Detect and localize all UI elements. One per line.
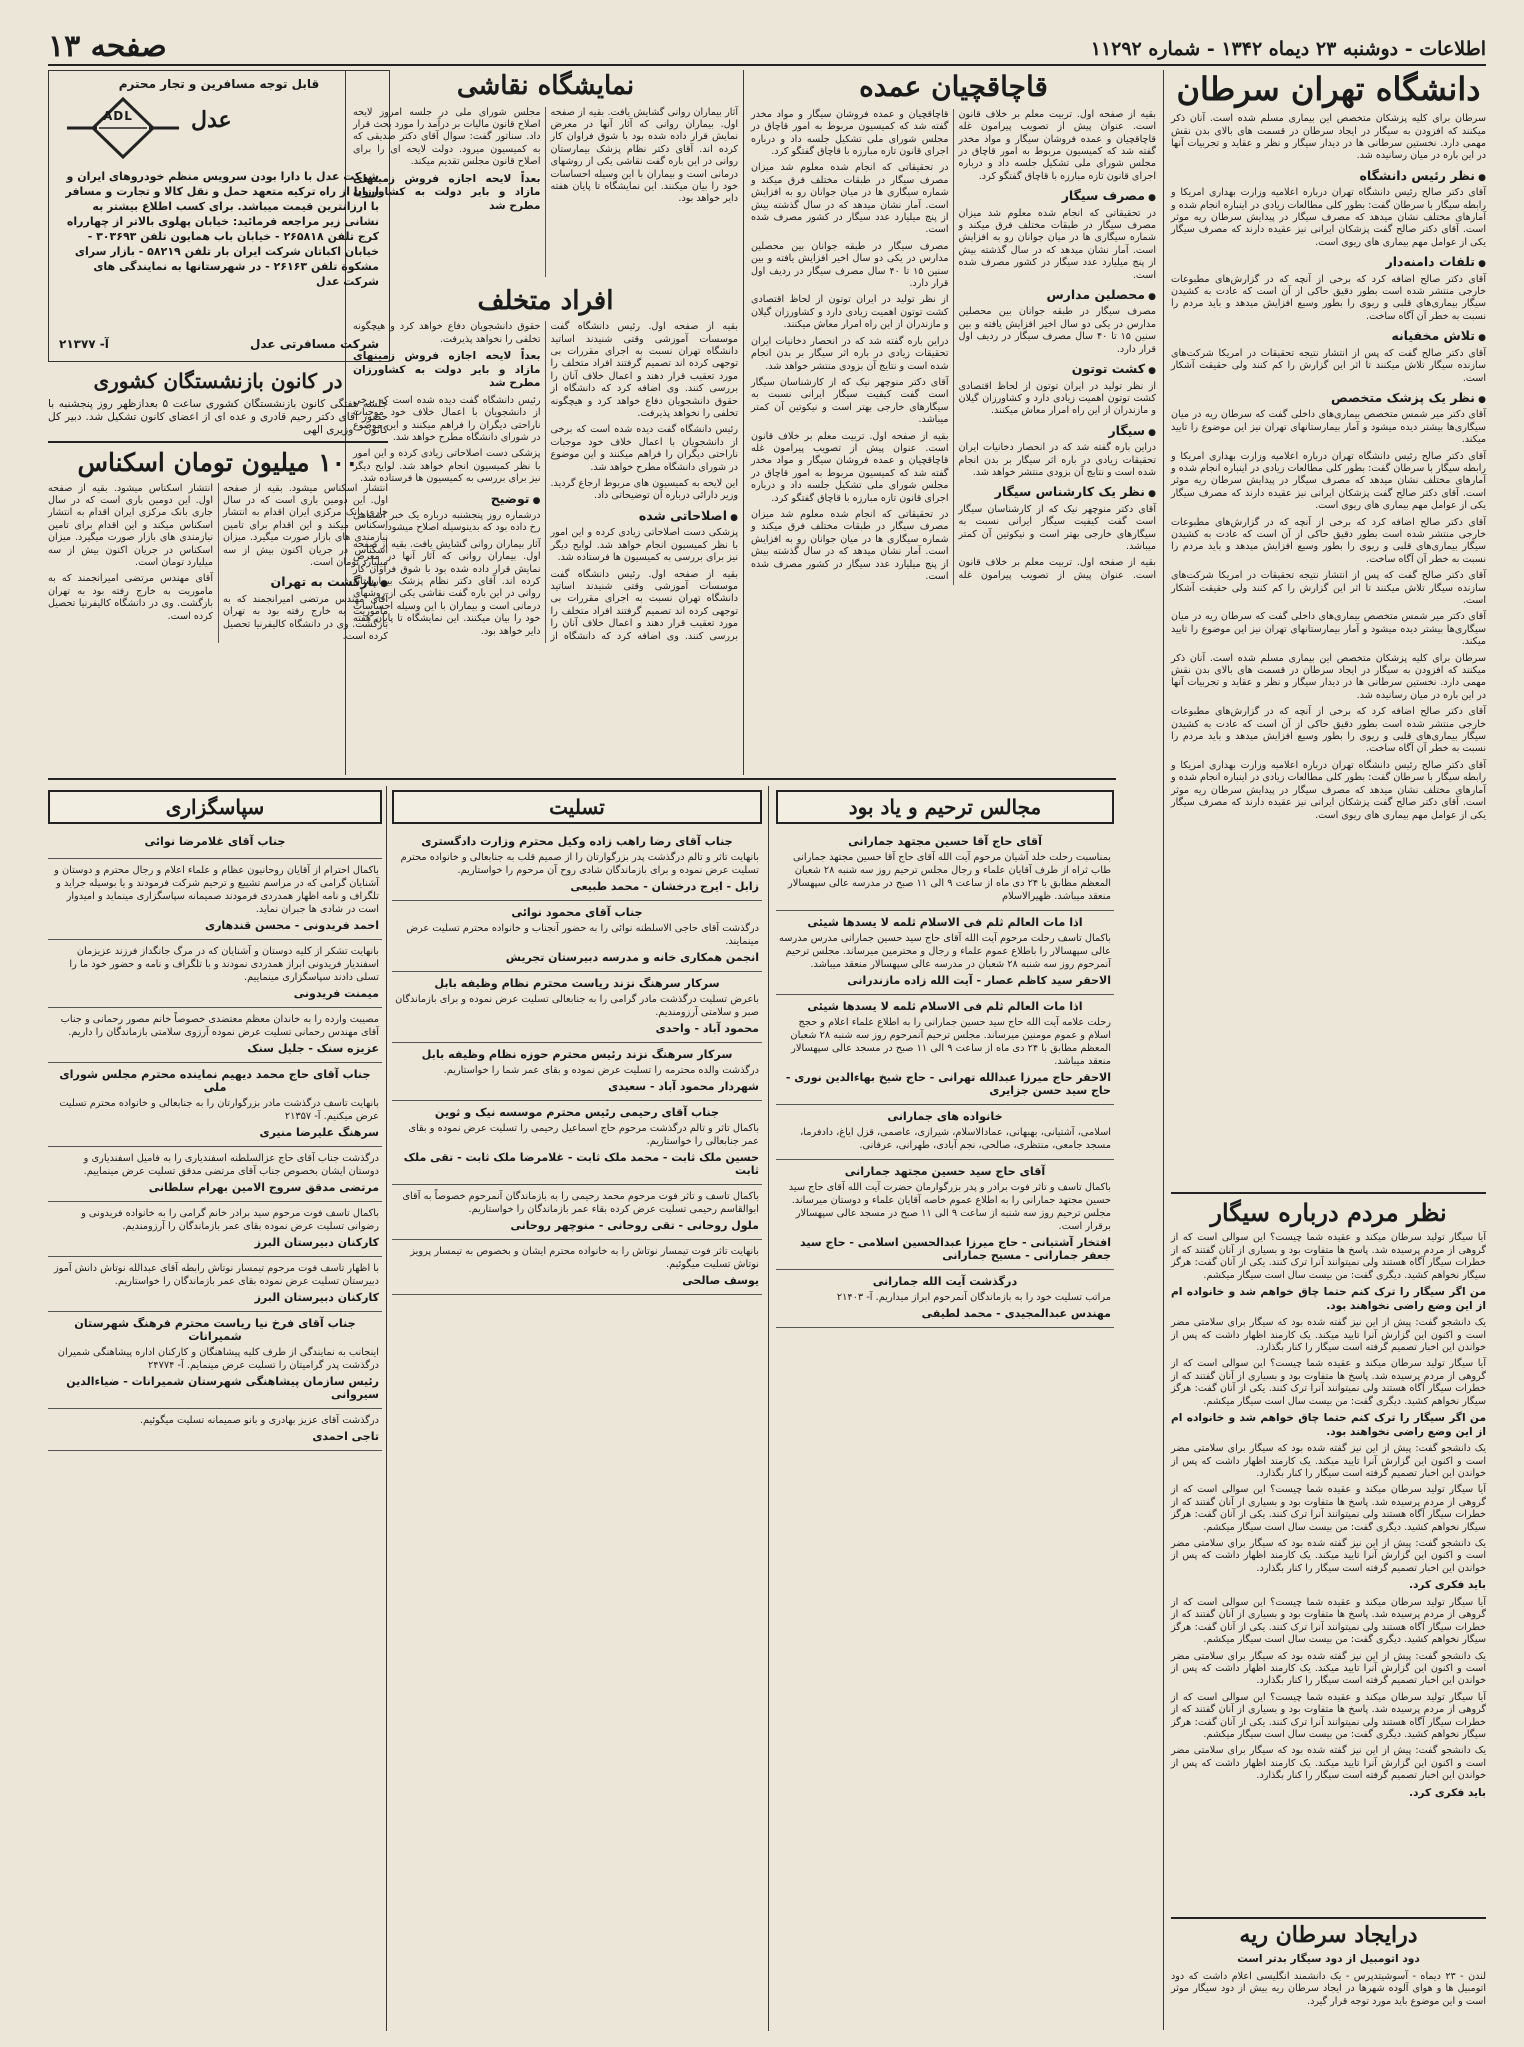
headline-university: دانشگاه تهران سرطان [1176,70,1481,108]
column-rule [1163,70,1164,2030]
notice-body: بانهایت تاثر فوت تیمسار نوتاش را به خانواده محترم ایشان و بخصوص به تیمسار پرویز نوتاش تسلیت میگوئیم. [410,1246,759,1270]
column-lung-cancer [1171,1915,1486,2033]
notice-signature: حسین ملک ثابت - محمد ملک ثابت - غلامرضا ملک ثابت - تقی ملک ثابت [403,1151,759,1177]
article-text: انتشار اسکناس میشود. بقیه از صفحه اول. این دومین باری است که در سال جاری بانک مرکزی ایران اقدام به انتشار اسکناس میکند و این اقدام برای تامین نیازمندی های بازار صورت میگیرد. میزان اسکناس در جریان اکنون بیش از سه میلیارد تومان است. [223,482,388,568]
subhead: ● توضیح [353,493,541,507]
notice-signature: کارکنان دبیرستان البرز [254,1236,379,1249]
article-text: مصرف سیگار در طبقه جوانان بین محصلین مدارس در یکی دو سال اخیر افزایش یافته و بین سنین ۱۵ تا ۴۰ سال مصرف سیگار در ردیف اول قرار دارد. [751,240,949,290]
article-text: بقیه از صفحه اول. تربیت معلم بر خلاف قانون است. عنوان پیش از تصویب پیرامون غله قاچاقچیان و عمده فروشان سیگار و مواد مخدر گفته شد که کمیسیون مربوط به امور قاچاق در مجلس شورای ملی تشکیل جلسه داد و درباره اجرای قانون تازه مبارزه با قاچاق گفتگو کرد. [958,108,1156,182]
memorials-list [776,830,1114,1328]
notice-heading: جناب آقای رضا راهب زاده وکیل محترم وزارت دادگستری [421,835,733,848]
notice-signature: زابل - ایرج درخشان - محمد طبیعی [570,880,759,893]
article-text: آقای دکتر صالح گفت که پس از انتشار نتیجه تحقیقات در امریکا شرکت‌های سازنده سیگار تلاش میکنند تا اثر این گزارش را کم کنند ولی حقیقت آشکار است. [1171,570,1486,606]
subhead: ● کشت توتون [959,363,1157,377]
article-text: بقیه از صفحه اول. تربیت معلم بر خلاف قانون است. عنوان پیش از تصویب پیرامون غله قاچاقچیان و عمده فروشان سیگار و مواد مخدر گفته شد که کمیسیون مربوط به امور قاچاق در مجلس شورای ملی تشکیل جلسه داد و درباره اجرای قانون تازه مبارزه با قاچاق گفتگو کرد. [751,430,949,504]
notice-heading: آقای حاج سید حسین مجتهد جمارانی [844,1165,1046,1178]
subhead: ● تلاش مخفیانه [1171,330,1486,344]
headline-offenders: افراد متخلف [477,285,614,316]
notice-signature: میمنت فریدونی [293,987,379,1000]
article-text: آثار بیماران روانی گشایش یافت. بقیه از صفحه اول. بیماران روانی که آثار آنها در معرض نمایش قرار داده شده بود با شوق فراوان کار کرده اند. آقای دکتر نظام پزشک بیمارستان روانی در این باره گفت نقاشی یکی از روشهای درمانی است و بیماران با این وسیله احساسات خود را بیان میکنند. این نمایشگاه تا پایان هفته دایر خواهد بود. [353,538,541,637]
notice-heading: خانواده های جمارانی [887,1110,1003,1123]
notice-heading: سرکار سرهنگ نزند رئیس محترم حوزه نظام وظیفه بابل [421,1048,733,1061]
article-text: بقیه از صفحه اول. رئیس دانشگاه گفت موسسات آموزشی وقتی شنیدند اساتید دانشگاه تهران نسبت به اجرای مقررات بی توجهی کرده اند تصمیم گرفتند افراد متخلف را مورد تعقیب قرار دهند و اعمال خلاف آنان را بررسی کنند. وی اضافه کرد که دانشگاه از حقوق دانشجویان دفاع خواهد کرد و هیچگونه تخلفی را نخواهد پذیرفت. [550,321,738,420]
column-pension [48,368,388,773]
article-text: آقای دکتر میر شمس متخصص بیماری‌های داخلی گفت که سرطان ریه در میان سیگاری‌ها بیشتر دیده میشود و آمار بیمارستانهای تهران نیز این موضوع را تایید میکند. [1171,611,1486,648]
ad-code: آ- ۲۱۳۷۷ [59,337,109,351]
condolences-list [392,830,762,1295]
article-text: آثار بیماران روانی گشایش یافت. بقیه از صفحه اول. بیماران روانی که آثار آنها در معرض نمایش قرار داده شده بود با شوق فراوان کار کرده اند. آقای دکتر نظام پزشک بیمارستان روانی در این باره گفت نقاشی یکی از روشهای درمانی است و بیماران با این وسیله احساسات خود را بیان میکنند. این نمایشگاه تا پایان هفته دایر خواهد بود. [550,106,738,205]
notice-heading: جناب آقای فرخ نیا ریاست محترم فرهنگ شهرستان شمیرانات [74,1317,356,1343]
article-text: یک دانشجو گفت: پیش از این نیز گفته شده بود که سیگار برای سلامتی مضر است و اکنون این گزارش آنرا تایید میکند. یک کارمند اظهار داشت که پس از خواندن این اخبار تصمیم گرفته است سیگار را کنار بگذارد. [1171,1443,1486,1480]
notice-item [392,972,762,1043]
notice-item [776,995,1114,1105]
subhead: ● تلفات دامنه‌دار [1171,256,1486,270]
notice-body: بانهایت تشکر از کلیه دوستان و آشنایان که در مرگ جانگداز فرزند عزیزمان اسفندیار فریدونی ابراز همدردی نمودند و با تلگراف و نامه و حضور خود ما را تسلی دادند سپاسگزاری مینماییم. [69,946,379,983]
headline-exhibition: نمایشگاه نقاشی [456,71,635,101]
article-text: یک دانشجو گفت: پیش از این نیز گفته شده بود که سیگار برای سلامتی مضر است و اکنون این گزارش آنرا تایید میکند. یک کارمند اظهار داشت که پس از خواندن این اخبار تصمیم گرفته است سیگار را کنار بگذارد. [1171,1650,1486,1687]
notice-body: درگذشت جناب آقای حاج عزالسلطنه اسفندیاری را به فامیل اسفندیاری و دوستان ایشان بخصوص جناب آقای مرتضی مدقق تسلیت عرض مینماییم. [83,1153,379,1177]
article-text: آیا سیگار تولید سرطان میکند و عقیده شما چیست؟ این سوالی است که از گروهی از مردم پرسیده شد. پاسخ ها متفاوت بود و بسیاری از آنان گفتند که از خطرات سیگار آگاه هستند ولی نمیتوانند آنرا ترک کنند. یکی از آنان گفت: هرگز سیگار نخواهم کشید. دیگری گفت: من بیست سال است سیگار میکشم. [1171,1484,1486,1533]
article-bold: باید فکری کرد. [1408,1579,1486,1592]
headline-banknotes: ۱۰۰ میلیون تومان اسکناس [48,441,388,477]
article-bold: باید فکری کرد. [1408,1786,1486,1799]
column-exhibition [353,70,738,770]
subhead: ● نظر رئیس دانشگاه [1171,170,1486,184]
notice-item [48,830,382,859]
section-title-memorials: مجالس ترحیم و یاد بود [776,790,1114,824]
article-text: سرطان برای کلیه پزشکان متخصص این بیماری مسلم شده است. آنان ذکر میکنند که افزودن به سیگار در ایجاد سرطان در قسمت های بالای بدن نقش مهمی دارد. نخستین سرطانی ها در دیدار سیگار و نظر و عقاید و تجربیات آنها در این باره در میان رسانیده شد. [1171,113,1486,162]
notice-body: بمناسبت رحلت خلد آشیان مرحوم آیت الله آقای حاج آقا حسین مجتهد جمارانی طاب ثراه از طرف آقایان علماء و رجال مجلس ترحیم روز سه شنبه ۲۸ شعبان المعظم مطابق با ۲۴ دی ماه از ساعت ۹ الی ۱۱ صبح در مدرسه عالی سپهسالار منعقد میباشد. ظهیرالاسلام [788,852,1111,902]
notice-signature: عزیزه سنک - جلیل سنک [247,1042,379,1055]
notice-signature: ملول روحانی - تقی روحانی - منوچهر روحانی [510,1219,759,1232]
article-text: آیا سیگار تولید سرطان میکند و عقیده شما چیست؟ این سوالی است که از گروهی از مردم پرسیده شد. پاسخ ها متفاوت بود و بسیاری از آنان گفتند که از خطرات سیگار آگاه هستند ولی نمیتوانند آنرا ترک کنند. یکی از آنان گفت: هرگز سیگار نخواهم کشید. دیگری گفت: من بیست سال است سیگار میکشم. [1171,1358,1486,1407]
notice-body: باکمال تاسف و تاثر فوت مرحوم محمد رحیمی را به بازماندگان آنمرحوم خصوصاً به آقای ابوالقاسم رحیمی تسلیت عرض کرده بقاء عمر بازماندگان را خواستاریم. [402,1191,759,1215]
notice-heading: اذا مات العالم ثلم فی الاسلام ثلمه لا یسدها شیئی [807,1000,1083,1013]
article-text: سرطان برای کلیه پزشکان متخصص این بیماری مسلم شده است. آنان ذکر میکنند که افزودن به سیگار در ایجاد سرطان در قسمت های بالای بدن نقش مهمی دارد. نخستین سرطانی ها در دیدار سیگار و نظر و عقاید و تجربیات آنها در این باره در میان رسانیده شد. [1171,652,1486,701]
article-text: درشماره روز پنجشنبه درباره یک خبر اشتباهی رخ داده بود که بدینوسیله اصلاح میشود. [353,510,541,534]
notice-body: مصیبت وارده را به خاندان معظم معتضدی خصوصاً خانم مصور رحمانی و جناب آقای مهندس رحمانی تسلیت عرض نموده آرزوی سلامتی بازماندگان را داریم. [60,1014,379,1038]
notice-signature: یوسف صالحی [682,1274,759,1287]
notice-signature: افتخار آشتیانی - حاج میرزا عبدالحسین اسلامی - حاج سید جعفر جمارانی - مسیح جمارانی [800,1236,1111,1262]
headline-pension: در کانون بازنشستگان کشوری [93,369,343,393]
subhead: ● اصلاحاتی شده [551,510,739,524]
article-text: رئیس دانشگاه گفت دیده شده است که برخی از دانشجویان با اعمال خلاف خود موجبات ناراحتی دیگران را فراهم میکنند و این موضوع در شورای دانشگاه مطرح خواهد شد. [550,424,738,473]
article-text: لندن - ۲۳ دیماه - آسوشیتدپرس - یک دانشمند انگلیسی اعلام داشت که دود اتومبیل ها و هوای آلوده شهرها در ایجاد سرطان ریه بیش از دود سیگار موثر است و این موضوع باید مورد توجه قرار گیرد. [1171,1970,1486,2007]
notice-item [48,1008,382,1063]
ad-signature [59,337,379,351]
notice-body: باکمال تاسف فوت مرحوم سید برادر خانم گرامی را به خانواده فریدونی و رضوانی تسلیت عرض نموده بقای عمر بازماندگان را آرزومندیم. [81,1208,379,1232]
notice-item [48,1147,382,1202]
column-memorials [776,786,1114,2031]
article-text: مجلس شورای ملی در جلسه امروز لایحه اصلاح قانون مالیات بر درآمد را مورد بحث قرار داد. سناتور گفت: سوال آقای دکتر صدیقی که به کمیسیون میرود. دولت لایحه ای را برای اصلاح قانون مجلس تقدیم میکند. [353,106,541,168]
article-bold: من اگر سیگار را ترک کنم حتما چاق خواهم شد و خانواده ام از این وضع راضی نخواهند بود. [1171,1412,1486,1438]
article-text: آیا سیگار تولید سرطان میکند و عقیده شما چیست؟ این سوالی است که از گروهی از مردم پرسیده شد. پاسخ ها متفاوت بود و بسیاری از آنان گفتند که از خطرات سیگار آگاه هستند ولی نمیتوانند آنرا ترک کنند. یکی از آنان گفت: هرگز سیگار نخواهم کشید. دیگری گفت: من بیست سال است سیگار میکشم. [1171,1232,1486,1281]
adl-advertisement [48,70,390,362]
article-text: رئیس دانشگاه گفت دیده شده است که برخی از دانشجویان با اعمال خلاف خود موجبات ناراحتی دیگران را فراهم میکنند و این موضوع در شورای دانشگاه مطرح خواهد شد. [353,394,541,443]
notice-item [392,1240,762,1295]
notice-body: باعرض تسلیت درگذشت مادر گرامی را به جنابعالی تسلیت عرض نموده و برای بازماندگان صبر و سلامتی آرزومندیم. [395,994,759,1018]
article-text: آیا سیگار تولید سرطان میکند و عقیده شما چیست؟ این سوالی است که از گروهی از مردم پرسیده شد. پاسخ ها متفاوت بود و بسیاری از آنان گفتند که از خطرات سیگار آگاه هستند ولی نمیتوانند آنرا ترک کنند. یکی از آنان گفت: هرگز سیگار نخواهم کشید. دیگری گفت: من بیست سال است سیگار میکشم. [1171,1691,1486,1740]
article-text: در تحقیقاتی که انجام شده معلوم شد میزان مصرف سیگار در طبقات مختلف فرق میکند و شماره سیگاری ها در میان جوانان رو به افزایش است. آمار نشان میدهد که در سال گذشته بیش از پنج میلیارد عدد سیگار در کشور مصرف شده است. [958,207,1156,281]
notice-item [392,830,762,901]
subheadline: دود اتومبیل از دود سیگار بدتر است [1237,1953,1420,1966]
article-text: دراین باره گفته شد که در انحصار دخانیات ایران تحقیقات زیادی در باره اثر سیگار بر بدن انجام شده است و نتایج آن بزودی منتشر خواهد شد. [958,442,1156,478]
article-text: آقای مهندس مرتضی امیرانجمند که به ماموریت به خارج رفته بود به تهران بازگشت. وی در دانشگاه کالیفرنیا تحصیل کرده است. [48,573,213,622]
article-text: دراین باره گفته شد که در انحصار دخانیات ایران تحقیقات زیادی در باره اثر سیگار بر بدن انجام شده است و نتایج آن بزودی منتشر خواهد شد. [751,335,949,372]
article-text: از نظر تولید در ایران توتون از لحاظ اقتصادی کشت توتون اهمیت زیادی دارد و کشاورزان گیلان و مازندران از این راه امرار معاش میکنند. [751,294,949,331]
article-text: از نظر تولید در ایران توتون از لحاظ اقتصادی کشت توتون اهمیت زیادی دارد و کشاورزان گیلان و مازندران از این راه امرار معاش میکنند. [958,380,1156,417]
notice-body: باکمال تاثر و تالم درگذشت مرحوم حاج اسماعیل رحیمی را تسلیت عرض نموده و بقای عمر جنابعالی را خواستاریم. [408,1123,759,1147]
article-text: آقای دکتر صالح رئیس دانشگاه تهران درباره اعلامیه وزارت بهداری امریکا و رابطه سیگار با سرطان گفت: بطور کلی مطالعات زیادی در اینباره انجام شده و آمارهای مختلف نشان میدهد که مصرف سیگار در پیدایش سرطان ریه موثر است. آقای دکتر صالح گفت پزشکان ایرانی نیز عقیده دارند که مصرف سیگار یکی از عوامل مهم بیماری های ریوی است. [1171,759,1486,821]
logo-caption: عدل [191,107,232,133]
article-text: آقای دکتر صالح گفت که پس از انتشار نتیجه تحقیقات در امریکا شرکت‌های سازنده سیگار تلاش میکنند تا اثر این گزارش را کم کنند ولی حقیقت آشکار است. [1171,347,1486,384]
article-text: انتشار اسکناس میشود. بقیه از صفحه اول. این دومین باری است که در سال جاری بانک مرکزی ایران اقدام به انتشار اسکناس میکند و این اقدام برای تامین نیازمندی های بازار صورت میگیرد. میزان اسکناس در جریان اکنون بیش از سه میلیارد تومان است. [48,482,213,568]
notice-signature: الاحقر حاج میرزا عبدالله تهرانی - حاج شیخ بهاءالدین نوری - حاج سید حسن جزایری [785,1071,1111,1097]
notice-signature: احمد فریدونی - محسن قندهاری [205,919,379,932]
article-text: بقیه از صفحه اول. رئیس دانشگاه گفت موسسات آموزشی وقتی شنیدند اساتید دانشگاه تهران نسبت به اجرای مقررات بی توجهی کرده اند تصمیم گرفتند افراد متخلف را مورد تعقیب قرار دهند و اعمال خلاف آنان را بررسی کنند. وی اضافه کرد که دانشگاه از حقوق دانشجویان دفاع خواهد کرد و هیچگونه تخلفی را نخواهد پذیرفت. [353,321,738,642]
notice-item [48,859,382,940]
column-university [1171,70,1486,821]
notice-heading: جناب آقای رحیمی رئیس محترم موسسه نیک و ثوین [434,1106,720,1119]
column-rule [743,70,744,775]
notice-heading: جناب آقای حاج محمد دیهیم نماینده محترم مجلس شورای ملی [59,1068,371,1094]
subhead: ● مصرف سیگار [959,190,1157,204]
notice-item [48,1063,382,1147]
notice-item [776,830,1114,911]
notice-item [48,1312,382,1409]
subhead: ● سیگار [959,425,1157,439]
issue-line: اطلاعات - دوشنبه ۲۳ دیماه ۱۳۴۲ - شماره ۱۱۲۹۲ [1090,38,1486,60]
notice-heading: آقای حاج آقا حسین مجتهد جمارانی [848,835,1042,848]
article-text: آقای دکتر منوچهر نیک که از کارشناسان سیگار است گفت کیفیت سیگار ایرانی نسبت به سیگارهای خارجی بهتر است و نیکوتین آن کمتر میباشد. [751,376,949,426]
notice-heading: جناب آقای محمود نوائی [511,906,643,919]
headline-smugglers: قاچاقچیان عمده [859,70,1048,103]
notice-body: با اظهار تاسف فوت مرحوم تیمسار نوتاش رابطه آقای عبدالله نوتاش دانش آموز دبیرستان تسلیت عرض نموده بقای عمر بازماندگان را خواستاریم. [53,1263,379,1287]
article-text: آقای دکتر صالح رئیس دانشگاه تهران درباره اعلامیه وزارت بهداری امریکا و رابطه سیگار با سرطان گفت: بطور کلی مطالعات زیادی در اینباره انجام شده و آمارهای مختلف نشان میدهد که مصرف سیگار در پیدایش سرطان ریه موثر است. آقای دکتر صالح گفت پزشکان ایرانی نیز عقیده دارند که مصرف سیگار یکی از عوامل مهم بیماری های ریوی است. [1171,187,1486,248]
ad-company: شرکت مسافرتی عدل [250,337,379,351]
notice-signature: رئیس سازمان پیشاهنگی شهرستان شمیرانات - ضیاءالدین سیروانی [66,1375,379,1401]
adl-logo-icon [63,97,183,159]
notice-body: درگذشت والده محترمه را تسلیت عرض نموده و بقای عمر شما را خواستاریم. [443,1065,759,1076]
subhead: ● نظر یک کارشناس سیگار [959,486,1157,500]
notice-signature: شهردار محمود آباد - سعیدی [608,1080,759,1093]
article-text: بقیه از صفحه اول. تربیت معلم بر خلاف قانون است. عنوان پیش از تصویب پیرامون غله قاچاقچیان و عمده فروشان سیگار و مواد مخدر گفته شد که کمیسیون مربوط به امور قاچاق در مجلس شورای ملی تشکیل جلسه داد و درباره اجرای قانون تازه مبارزه با قاچاق گفتگو کرد. [751,108,1156,581]
ad-body: شرکت عدل با دارا بودن سرویس منظم خودروهای ایران و اروپا از راه ترکیه متعهد حمل و نقل کالا و تجارت و مسافر با ارزانترین قیمت میباشد. برای کسب اطلاع بیشتر به نشانی زیر مراجعه فرمائید: خیابان پهلوی بالاتر از چهارراه کرج تلفن ۲۶۵۸۱۸ - خیابان باب همایون تلفن ۳۰۳۶۹۳ - خیابان اکباتان شرکت ایران بار تلفن ۵۸۲۱۹ - بازار سرای مشکوة تلفن ۲۶۱۶۳ - در شهرستانها به نمایندگی های شرکت عدل [65,170,379,288]
ad-tagline: قابل توجه مسافرین و تجار محترم [118,77,320,91]
article-text: پزشکی دست اصلاحاتی زیادی کرده و این امور با نظر کمیسیون انجام خواهد شد. لوایح دیگر نیز برای بررسی به کمیسیون ها فرستاده شد. [353,448,541,485]
notice-body: بانهایت تاسف درگذشت مادر بزرگوارتان را به جنابعالی و خانواده محترم تسلیت عرض میکنیم. آ- ۲۱۳۵۷ [59,1098,379,1122]
masthead [48,28,1486,66]
article-text: در تحقیقاتی که انجام شده معلوم شد میزان مصرف سیگار در طبقات مختلف فرق میکند و شماره سیگاری ها در میان جوانان رو به افزایش است. آمار نشان میدهد که در سال گذشته بیش از پنج میلیارد عدد سیگار در کشور مصرف شده است. [751,508,949,583]
article-text: مصرف سیگار در طبقه جوانان بین محصلین مدارس در یکی دو سال اخیر افزایش یافته و بین سنین ۱۵ تا ۴۰ سال مصرف سیگار در ردیف اول قرار دارد. [958,306,1156,355]
notice-signature: سرهنگ علیرضا منیری [259,1126,379,1139]
notice-item [48,1202,382,1257]
notice-signature: الاحقر سید کاظم عصار - آیت الله زاده مازندرانی [847,974,1111,987]
notice-heading: درگذشت آیت الله جمارانی [872,1275,1018,1288]
article-text: در تحقیقاتی که انجام شده معلوم شد میزان مصرف سیگار در طبقات مختلف فرق میکند و شماره سیگاری ها در میان جوانان رو به افزایش است. آمار نشان میدهد که در سال گذشته بیش از پنج میلیارد عدد سیگار در کشور مصرف شده است. [751,162,949,236]
article-text: پزشکی دست اصلاحاتی زیادی کرده و این امور با نظر کمیسیون انجام خواهد شد. لوایح دیگر نیز برای بررسی به کمیسیون ها فرستاده شد. [550,527,738,564]
notice-item [776,1270,1114,1328]
article-text: آقای مهندس مرتضی امیرانجمند که به ماموریت به خارج رفته بود به تهران بازگشت. وی در دانشگاه کالیفرنیا تحصیل کرده است. [223,593,388,642]
notice-body: اینجانب به نمایندگی از طرف کلیه پیشاهنگان و کارکنان اداره پیشاهنگی شمیران درگذشت پدر گرامیتان را تسلیت عرض مینمایم. آ- ۲۴۷۷۴ [57,1347,379,1371]
notice-body: بانهایت تاثر و تالم درگذشت پدر بزرگوارتان را از صمیم قلب به جنابعالی و خانواده محترم تسلیت عرض نموده و برای بازماندگان شادی روح آن مرحوم را خواستاریم. [400,852,759,876]
notice-body: مراتب تسلیت خود را به بازماندگان آنمرحوم ابراز میداریم. آ- ۲۱۴۰۳ [836,1292,1111,1303]
notice-body: اسلامی، آشتیانی، بهبهانی، عمادالاسلام، شیرازی، عاصمی، قزل ایاغ، دادفرما، مسجد جامعی، منتظری، صالحی، نجم آبادی، طهرانی، عرفانی. [800,1127,1111,1151]
notice-signature: تاجی احمدی [312,1430,379,1443]
notice-signature: محمود آباد - واحدی [655,1022,759,1035]
notice-item [776,911,1114,995]
article-text: یک دانشجو گفت: پیش از این نیز گفته شده بود که سیگار برای سلامتی مضر است و اکنون این گزارش آنرا تایید میکند. یک کارمند اظهار داشت که پس از خواندن این اخبار تصمیم گرفته است سیگار را کنار بگذارد. [1171,1745,1486,1782]
article-text: آقای دکتر منوچهر نیک که از کارشناسان سیگار است گفت کیفیت سیگار ایرانی نسبت به سیگارهای خارجی بهتر است و نیکوتین آن کمتر میباشد. [958,503,1156,552]
article-text: آقای دکتر میر شمس متخصص بیماری‌های داخلی گفت که سرطان ریه در میان سیگاری‌ها بیشتر دیده میشود و آمار بیمارستانهای تهران نیز این موضوع را تایید میکند. [1171,409,1486,446]
notice-item [48,1257,382,1312]
notice-item [392,1043,762,1101]
notice-body: درگذشت آقای عزیز بهادری و بانو صمیمانه تسلیت میگوئیم. [139,1415,379,1426]
notice-item [392,1101,762,1185]
subhead: ● نظر یک پزشک متخصص [1171,392,1486,406]
notice-signature: انجمن همکاری خانه و مدرسه دبیرستان تجریش [505,951,759,964]
notice-body: درگذشت آقای حاجی الاسلطنه نوائی را به حضور آنجناب و خانواده محترم تسلیت عرض مینمایند. [406,923,759,947]
article-text: این لایحه به کمیسیون های مربوط ارجاع گردید. وزیر دارائی درباره آن توضیحاتی داد. [550,478,738,502]
article-text: یک دانشجو گفت: پیش از این نیز گفته شده بود که سیگار برای سلامتی مضر است و اکنون این گزارش آنرا تایید میکند. یک کارمند اظهار داشت که پس از خواندن این اخبار تصمیم گرفته است سیگار را کنار بگذارد. [1171,1538,1486,1574]
notice-body: باکمال احترام از آقایان روحانیون عظام و علماء اعلام و رجال محترم و دوستان و آشنایان گرامی که در مراسم تشییع و ترحیم شرکت فرمودند و یا بوسیله جراید و تلگراف و نامه اظهار همدردی فرمودند صمیمانه سپاسگزاری مینماید و امیدوار است در شادی ها جبران نماید. [54,865,379,915]
notice-item [776,1105,1114,1160]
notice-item [48,1409,382,1451]
notice-item [776,1160,1114,1270]
section-title-condolences: تسلیت [392,790,762,824]
article-text: آقای دکتر صالح اضافه کرد که برخی از آنچه که در گزارش‌های مطبوعات خارجی منتشر شده است بطور دقیق حاکی از آن است که عادت به کشیدن سیگار بیماری‌های قلبی و ریوی را بطور وسیع افزایش میدهد و باید مردم را نسبت به خطر آن آگاه ساخت. [1171,706,1486,755]
page-number: صفحه ۱۳ [48,29,167,64]
section-title-thanks: سپاسگزاری [48,790,382,824]
logo-text: ADL [103,109,133,123]
article-bold: من اگر سیگار را ترک کنم حتما چاق خواهم شد و خانواده ام از این وضع راضی نخواهند بود. [1171,1286,1486,1312]
notice-signature: مرتضی مدقق سروج الامین بهرام سلطانی [148,1181,379,1194]
notice-item [392,1185,762,1240]
notice-item [48,940,382,1008]
article-text: آقای دکتر صالح رئیس دانشگاه تهران درباره اعلامیه وزارت بهداری امریکا و رابطه سیگار با سرطان گفت: بطور کلی مطالعات زیادی در اینباره انجام شده و آمارهای مختلف نشان میدهد که مصرف سیگار در پیدایش سرطان ریه موثر است. آقای دکتر صالح گفت پزشکان ایرانی نیز عقیده دارند که مصرف سیگار یکی از عوامل مهم بیماری های ریوی است. [1171,450,1486,512]
notice-signature: مهندس عبدالمجیدی - محمد لطیفی [921,1307,1111,1320]
notice-heading: جناب آقای غلامرضا نوائی [144,835,286,848]
notice-body: باکمال تاسف رحلت مرحوم آیت الله آقای حاج سید حسین جمارانی مدرس مدرسه عالی سپهسالار را باطلاع عموم علماء و رجال و محترمین میرساند. مجلس ترحیم آنمرحوم روز سه شنبه ۲۸ شعبان در مدرسه عالی سپهسالار منعقد میباشد. [779,933,1111,970]
article-text: آقای دکتر صالح اضافه کرد که برخی از آنچه که در گزارش‌های مطبوعات خارجی منتشر شده است بطور دقیق حاکی از آن است که عادت به کشیدن سیگار بیماری‌های قلبی و ریوی را بطور وسیع افزایش میدهد و باید مردم را نسبت به خطر آن آگاه ساخت. [1171,516,1486,565]
article-text: یک دانشجو گفت: پیش از این نیز گفته شده بود که سیگار برای سلامتی مضر است و اکنون این گزارش آنرا تایید میکند. یک کارمند اظهار داشت که پس از خواندن این اخبار تصمیم گرفته است سیگار را کنار بگذارد. [1171,1317,1486,1354]
column-rule [768,786,769,2031]
article-text: آیا سیگار تولید سرطان میکند و عقیده شما چیست؟ این سوالی است که از گروهی از مردم پرسیده شد. پاسخ ها متفاوت بود و بسیاری از آنان گفتند که از خطرات سیگار آگاه هستند ولی نمیتوانند آنرا ترک کنند. یکی از آنان گفت: هرگز سیگار نخواهم کشید. دیگری گفت: من بیست سال است سیگار میکشم. [1171,1596,1486,1646]
column-thanks [48,786,382,2031]
subhead: ● بازگشت به تهران [223,576,388,590]
article-bold: بعداً لایحه اجازه فروش زمینهای مازاد و بایر دولت به کشاورزان مطرح شد [353,172,541,212]
headline-opinion: نظر مردم درباره سیگار [1171,1192,1486,1226]
article-text: جلسه هفتگی کانون بازنشستگان کشوری ساعت ۵ بعدازظهر روز پنجشنبه با حضور آقای دکتر رحیم قادری و عده ای از اعضای کانون تشکیل شد. دبیر کل کانون - وزیری الهی [48,398,388,436]
headline-lung-cancer: درایجاد سرطان ریه [1171,1917,1486,1947]
notice-body: رحلت علامه آیت الله حاج سید حسین جمارانی را به اطلاع علماء اعلام و حجج اسلام و عموم مومنین میرساند. مجلس ترحیم آنمرحوم روز سه شنبه ۲۸ شعبان المعظم مطابق با ۲۴ دی ماه از ساعت ۹ الی ۱۱ صبح در مسجد عالی سپهسالار منعقد میباشد. [790,1017,1111,1067]
article-bold: بعداً لایحه اجازه فروش زمینهای مازاد و بایر دولت به کشاورزان مطرح شد [353,350,541,390]
subhead: ● محصلین مدارس [959,289,1157,303]
article-text: آقای دکتر صالح اضافه کرد که برخی از آنچه که در گزارش‌های مطبوعات خارجی منتشر شده است بطور دقیق حاکی از آن است که عادت به کشیدن سیگار بیماری‌های قلبی و ریوی را بطور وسیع افزایش میدهد و باید مردم را نسبت به خطر آن آگاه ساخت. [1171,273,1486,322]
notice-heading: سرکار سرهنگ نزند ریاست محترم نظام وظیفه بابل [434,977,720,990]
thanks-list [48,830,382,1451]
column-opinion [1171,1190,1486,2030]
section-divider [48,778,1116,780]
notice-item [392,901,762,972]
notice-body: باکمال تاسف و تاثر فوت برادر و پدر بزرگوارمان حضرت آیت الله آقای حاج سید حسین مجتهد جمارانی را به اطلاع عموم خاصه آقایان علماء و دوستان میرساند. مجلس ترحیم روز سه شنبه از ساعت ۹ الی ۱۱ صبح در مسجد عالی سپهسالار برقرار است. [788,1182,1111,1232]
notice-signature: کارکنان دبیرستان البرز [254,1291,379,1304]
column-rule [386,786,387,2031]
notice-heading: اذا مات العالم ثلم فی الاسلام ثلمه لا یسدها شیئی [807,916,1083,929]
column-condolences [392,786,762,2031]
